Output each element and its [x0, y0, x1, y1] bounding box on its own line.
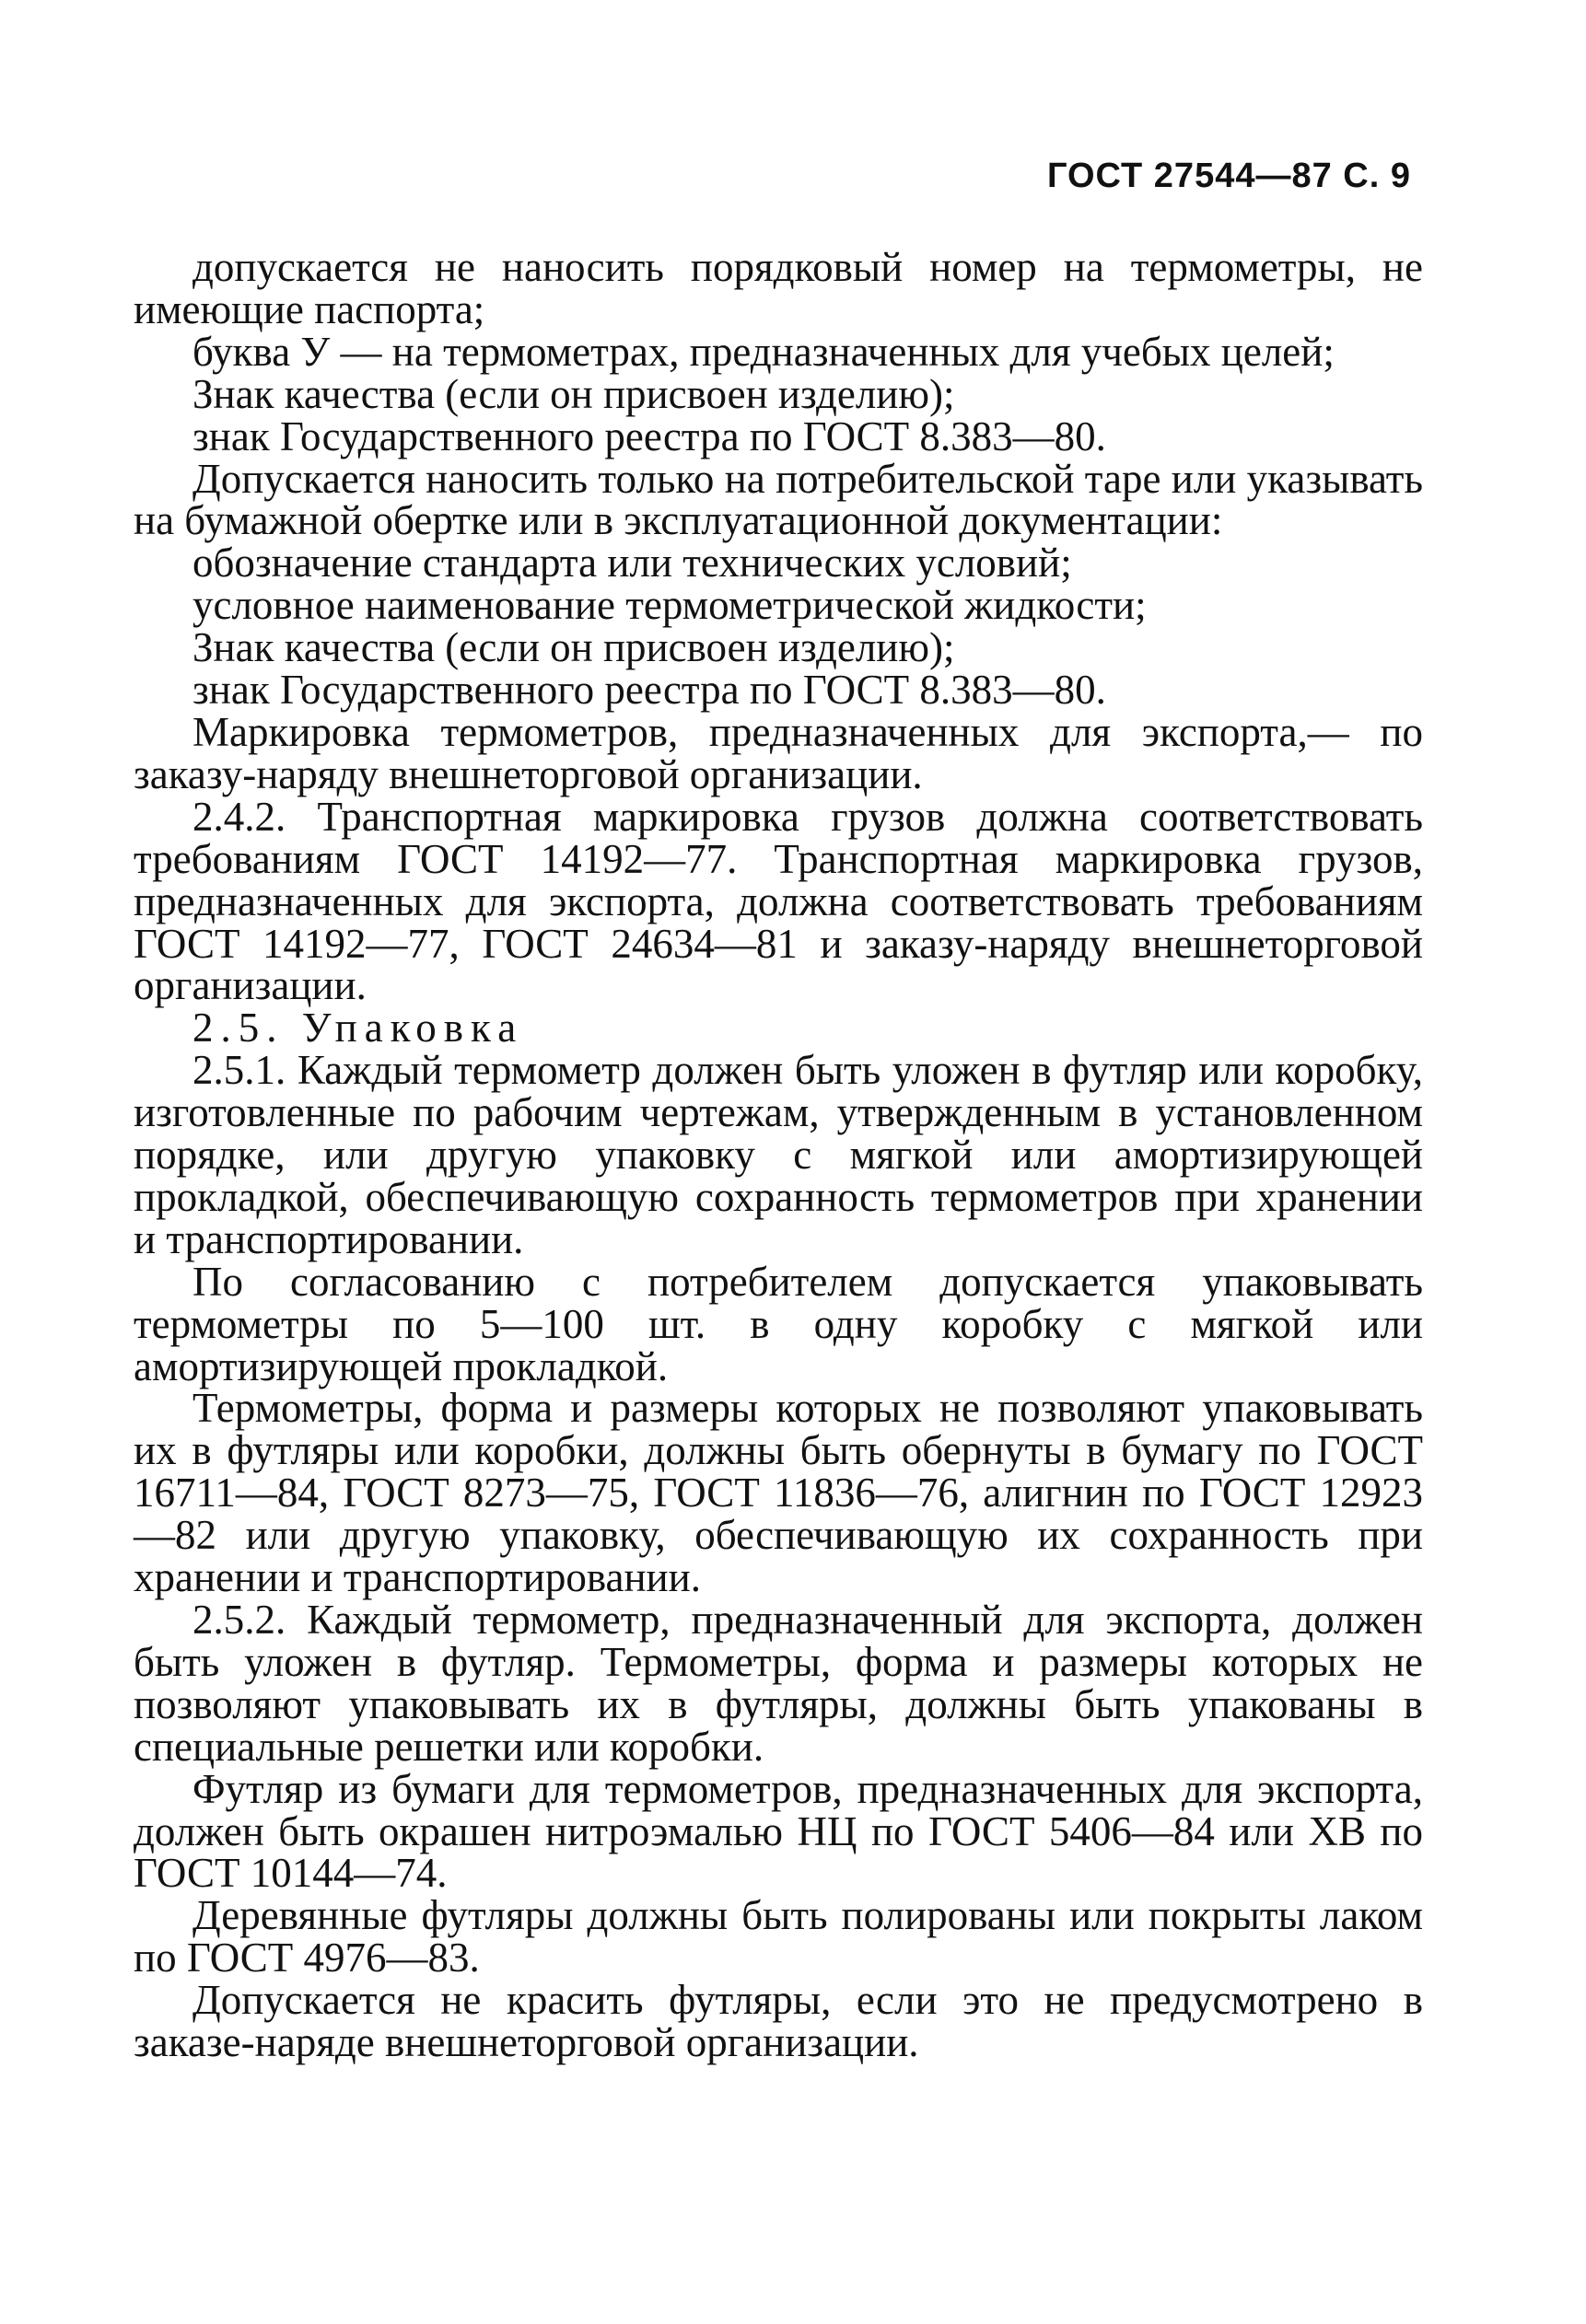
paragraph-liquid-name: условное наименование термометрической жидкости; [192, 582, 1147, 629]
paragraph-standard-designation: обозначение стандарта или технических условий; [192, 540, 1072, 587]
paragraph-letter-u: буква У — на термометрах, предназначенных для учебых целей; [192, 328, 1335, 375]
document-body [134, 244, 1423, 2066]
paragraph-state-register-mark: знак Государственного реестра по ГОСТ 8.383—80. [192, 413, 1106, 459]
paragraph-state-register-mark-2: знак Государственного реестра по ГОСТ 8.383—80. [192, 667, 1106, 714]
paragraph-consumer-packaging: Допускается наносить только на потребительской таре или указывать на бумажной обертке или в эксплуатационной документации: [134, 455, 1423, 544]
paragraph-wooden-case: Деревянные футляры должны быть полированы или покрыты лаком по ГОСТ 4976—83. [134, 1892, 1423, 1981]
paragraph-no-painting: Допускается не красить футляры, если это не предусмотрено в заказе-наряде внешнеторговой организации. [134, 1977, 1423, 2066]
paragraph-2-5-1: 2.5.1. Каждый термометр должен быть уложен в футляр или коробку, изготовленные по рабочим чертежам, утвержденным в установленном порядке, или другую упаковку с мягкой или амортизирующей прокладкой, обеспечивающую сохранность термометров при хранении и транспортировании. [134, 1047, 1423, 1262]
paragraph-wrapping: Термометры, форма и размеры которых не позволяют упаковывать их в футляры или коробки, должны быть обернуты в бумагу по ГОСТ 16711—84, ГОСТ 8273—75, ГОСТ 11836—76, алигнин по ГОСТ 12923—82 или другую упаковку, обеспечивающую их сохранность при хранении и транспортировании. [134, 1385, 1423, 1601]
paragraph-export-marking: Маркировка термометров, предназначенных для экспорта,— по заказу-наряду внешнеторговой организации. [134, 708, 1423, 797]
paragraph-quality-mark: Знак качества (если он присвоен изделию); [192, 370, 955, 417]
section-heading-packaging: 2.5. Упаковка [192, 1005, 524, 1052]
paragraph-consumer-agreement: По согласованию с потребителем допускается упаковывать термометры по 5—100 шт. в одну коробку с мягкой или амортизирующей прокладкой. [134, 1258, 1423, 1389]
paragraph-serial-number: допускается не наносить порядковый номер на термометры, не имеющие паспорта; [134, 244, 1423, 332]
paragraph-quality-mark-2: Знак качества (если он присвоен изделию); [192, 624, 955, 671]
paragraph-2-5-2: 2.5.2. Каждый термометр, предназначенный для экспорта, должен быть уложен в футляр. Термометры, форма и размеры которых не позволяют упаковывать их в футляры, должны быть упакованы в специальные решетки или коробки. [134, 1597, 1423, 1770]
running-header: ГОСТ 27544—87 С. 9 [1046, 157, 1411, 195]
paragraph-paper-case: Футляр из бумаги для термометров, предназначенных для экспорта, должен быть окрашен нитроэмалью НЦ по ГОСТ 5406—84 или ХВ по ГОСТ 10144—74. [134, 1765, 1423, 1897]
paragraph-2-4-2: 2.4.2. Транспортная маркировка грузов должна соответствовать требованиям ГОСТ 14192—77. Транспортная маркировка грузов, предназначенных для экспорта, должна соответствовать требованиям ГОСТ 14192—77, ГОСТ 24634—81 и заказу-наряду внешнеторговой организации. [134, 793, 1423, 1009]
